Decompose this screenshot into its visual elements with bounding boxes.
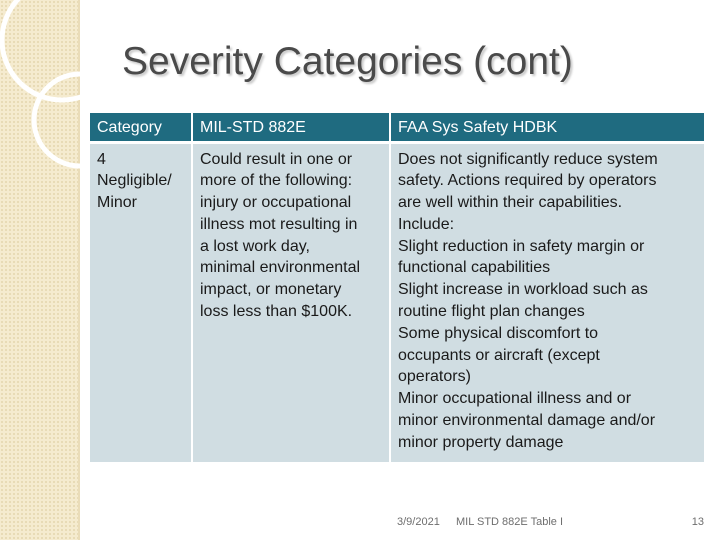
category-line: Negligible/ [97,172,172,190]
faa-line: minor environmental damage and/or [398,412,656,430]
mil-std-line: illness mot resulting in [200,215,358,233]
mil-std-line: loss less than $100K. [200,303,353,321]
mil-std-description [200,149,383,323]
header-category: Category [90,113,192,142]
faa-line: Does not significantly reduce system [398,150,658,168]
mil-std-line: Could result in one or [200,150,353,168]
faa-line: are well within their capabilities. [398,194,623,212]
decorative-circle-large [2,0,122,100]
faa-line: occupants or aircraft (except [398,346,600,364]
mil-std-line: more of the following: [200,172,353,190]
table-header-row [90,113,704,142]
faa-line: Slight increase in workload such as [398,281,648,299]
header-mil-std: MIL-STD 882E [192,113,390,142]
footer-date: 3/9/2021 [397,516,440,528]
category-cell [90,142,192,462]
header-faa: FAA Sys Safety HDBK [390,113,704,142]
mil-std-line: minimal environmental [200,259,361,277]
category-line: Minor [97,194,138,212]
slide-title: Severity Categories (cont) [122,40,573,83]
faa-line: Include: [398,215,455,233]
faa-line: routine flight plan changes [398,303,585,321]
mil-std-line: injury or occupational [200,194,352,212]
faa-line: functional capabilities [398,259,551,277]
faa-line: Minor occupational illness and or [398,390,632,408]
faa-line: Some physical discomfort to [398,324,599,342]
table-row [90,142,704,462]
category-line: 4 [97,150,106,168]
faa-line: minor property damage [398,433,564,451]
mil-std-line: impact, or monetary [200,281,342,299]
severity-table [90,113,704,462]
faa-description [398,149,698,454]
footer-source: MIL STD 882E Table I [456,516,563,528]
faa-line: operators) [398,368,471,386]
category-text [97,149,185,214]
mil-std-cell [192,142,390,462]
faa-cell [390,142,704,462]
mil-std-line: a lost work day, [200,237,310,255]
faa-line: safety. Actions required by operators [398,172,657,190]
faa-line: Slight reduction in safety margin or [398,237,645,255]
page-number: 13 [691,516,704,528]
